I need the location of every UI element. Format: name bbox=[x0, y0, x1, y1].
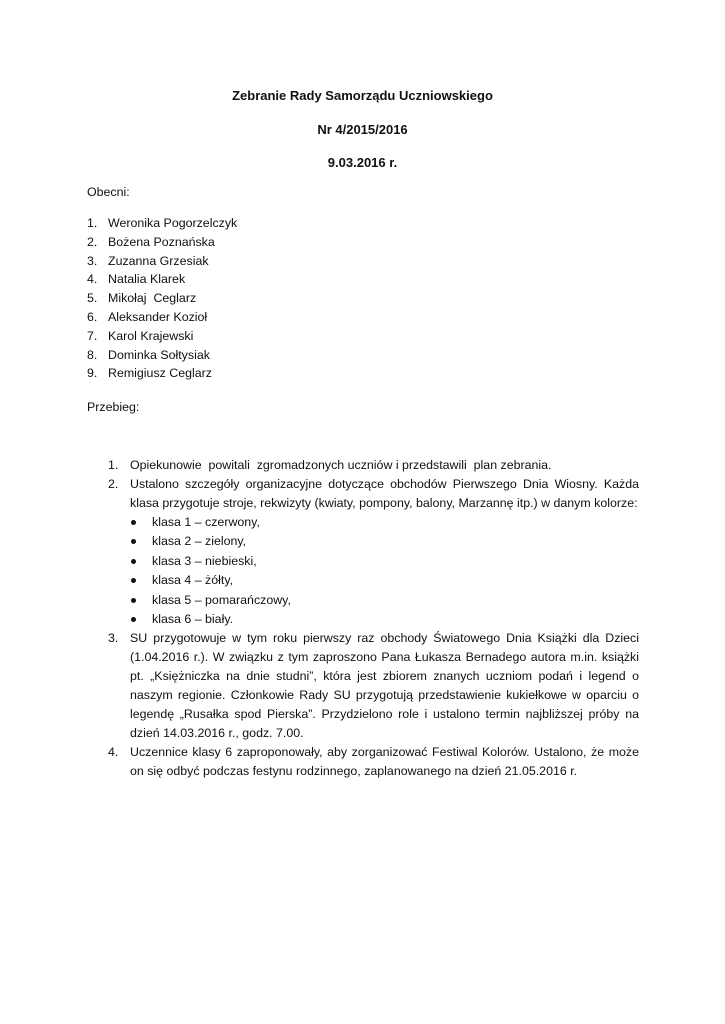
bullet-item bbox=[130, 571, 639, 590]
document-title: Zebranie Rady Samorządu Uczniowskiego bbox=[232, 88, 493, 103]
attendee-number: 1. bbox=[87, 216, 98, 230]
attendee-number: 3. bbox=[87, 253, 98, 268]
attendee-item bbox=[87, 270, 237, 289]
agenda-number: 2. bbox=[108, 477, 119, 491]
attendee-name: Bożena Poznańska bbox=[108, 234, 215, 249]
agenda-item bbox=[108, 475, 639, 629]
bullet-text: klasa 1 – czerwony, bbox=[152, 515, 260, 529]
attendee-name: Dominka Sołtysiak bbox=[108, 347, 210, 362]
bullet-text: klasa 2 – zielony, bbox=[152, 534, 247, 549]
bullet-item bbox=[130, 552, 639, 571]
attendee-item bbox=[87, 233, 237, 252]
bullet-dot-icon bbox=[131, 598, 136, 603]
attendee-name: Zuzanna Grzesiak bbox=[108, 253, 209, 268]
agenda-text: Uczennice klasy 6 zaproponowały, aby zorganizować Festiwal Kolorów. Ustalono, że może on się odbyć podczas festynu rodzinnego, zaplanowanego na dzień 21.05.2016 r. bbox=[130, 745, 639, 779]
agenda-item bbox=[108, 629, 639, 743]
bullet-text: klasa 3 – niebieski, bbox=[152, 553, 257, 568]
bullet-text: klasa 6 – biały. bbox=[152, 612, 234, 627]
bullet-dot-icon bbox=[131, 578, 136, 583]
bullet-item bbox=[130, 591, 639, 610]
bullet-text: klasa 4 – żółty, bbox=[152, 573, 234, 588]
agenda-text: Opiekunowie powitali zgromadzonych uczniów i przedstawili plan zebrania. bbox=[130, 458, 552, 472]
agenda-text: SU przygotowuje w tym roku pierwszy raz obchody Światowego Dnia Książki dla Dzieci (1.04.2016 r.). W związku z tym zaproszono Pana Łukasza Bernadego autora m.in. książki pt. „Księżniczka na dnie studni”, która jest zbiorem znanych uczniom podań i legend o naszym regionie. Członkowie Rady SU przygotują przedstawienie kukiełkowe w oparciu o legendę „Rusałka spod Pierska”. Przydzielono role i ustalono termin najbliższej próby na dzień 14.03.2016 r., godz. 7.00. bbox=[130, 631, 639, 741]
agenda-item bbox=[108, 743, 639, 781]
bullet-dot-icon bbox=[131, 617, 136, 622]
attendee-name: Mikołaj Ceglarz bbox=[108, 291, 197, 306]
attendee-number: 2. bbox=[87, 234, 98, 249]
agenda-list bbox=[108, 456, 639, 781]
attendee-list bbox=[87, 214, 237, 383]
agenda-item bbox=[108, 456, 639, 475]
present-label: Obecni: bbox=[87, 185, 130, 199]
color-bullet-list bbox=[130, 513, 639, 629]
bullet-item bbox=[130, 513, 639, 532]
attendee-item bbox=[87, 308, 237, 327]
bullet-item bbox=[130, 532, 639, 551]
bullet-text: klasa 5 – pomarańczowy, bbox=[152, 592, 291, 607]
agenda-number: 3. bbox=[108, 631, 119, 646]
attendee-item bbox=[87, 327, 237, 346]
agenda-number: 4. bbox=[108, 745, 119, 760]
attendee-number: 9. bbox=[87, 366, 98, 381]
agenda-text: Ustalono szczegóły organizacyjne dotyczące obchodów Pierwszego Dnia Wiosny. Każda klasa przygotuje stroje, rekwizyty (kwiaty, pompony, balony, Marzannę itp.) w danym kolorze: bbox=[130, 477, 639, 510]
attendee-number: 5. bbox=[87, 291, 98, 306]
attendee-item bbox=[87, 214, 237, 233]
attendee-name: Remigiusz Ceglarz bbox=[108, 366, 212, 381]
attendee-number: 4. bbox=[87, 272, 98, 287]
bullet-dot-icon bbox=[131, 520, 136, 525]
attendee-name: Natalia Klarek bbox=[108, 272, 186, 287]
attendee-item bbox=[87, 346, 237, 365]
agenda-number: 1. bbox=[108, 458, 119, 472]
attendee-number: 6. bbox=[87, 309, 98, 324]
bullet-dot-icon bbox=[131, 559, 136, 564]
attendee-number: 8. bbox=[87, 347, 98, 362]
attendee-item bbox=[87, 289, 237, 308]
bullet-item bbox=[130, 610, 639, 629]
attendee-name: Aleksander Kozioł bbox=[108, 309, 208, 324]
attendee-item bbox=[87, 364, 237, 383]
attendee-name: Weronika Pogorzelczyk bbox=[108, 216, 238, 230]
document-number: Nr 4/2015/2016 bbox=[317, 122, 408, 137]
attendee-item bbox=[87, 252, 237, 271]
document-date: 9.03.2016 r. bbox=[327, 155, 398, 170]
course-label: Przebieg: bbox=[87, 400, 140, 414]
attendee-number: 7. bbox=[87, 328, 98, 343]
bullet-dot-icon bbox=[131, 539, 136, 544]
attendee-name: Karol Krajewski bbox=[108, 328, 194, 343]
